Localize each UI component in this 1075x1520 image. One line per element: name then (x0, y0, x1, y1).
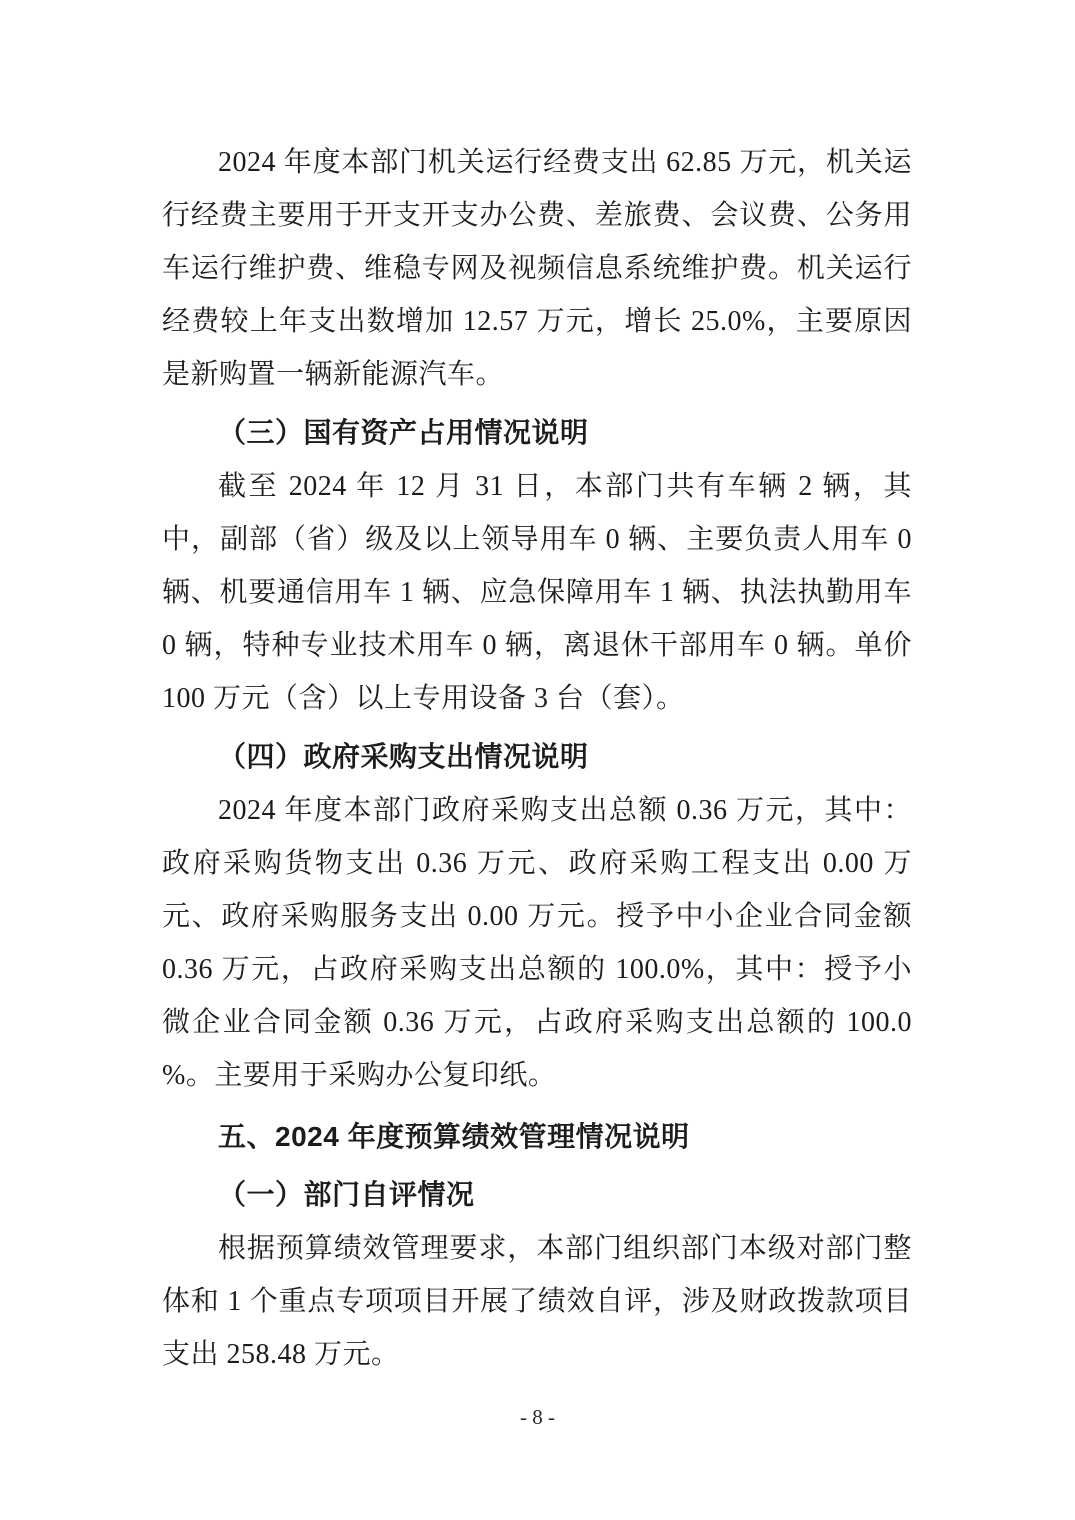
paragraph-self-evaluation-details: 根据预算绩效管理要求，本部门组织部门本级对部门整体和 1 个重点专项项目开展了绩效自评，涉及财政拨款项目支出 258.48 万元。 (162, 1233, 912, 1370)
heading-state-owned-assets: （三）国有资产占用情况说明 (218, 418, 589, 449)
section-heading-budget-performance: 五、2024 年度预算绩效管理情况说明 (218, 1121, 690, 1152)
page-number: - 8 - (520, 1405, 555, 1429)
document-body (162, 136, 912, 1381)
heading-department-self-evaluation: （一）部门自评情况 (218, 1180, 475, 1211)
heading-government-procurement: （四）政府采购支出情况说明 (218, 742, 589, 773)
paragraph-agency-operating-expenses: 2024 年度本部门机关运行经费支出 62.85 万元，机关运行经费主要用于开支开支办公费、差旅费、会议费、公务用车运行维护费、维稳专网及视频信息系统维护费。机关运行经费较上年支出数增加 12.57 万元，增长 25.0%，主要原因是新购置一辆新能源汽车。 (162, 147, 912, 390)
paragraph-procurement-details: 2024 年度本部门政府采购支出总额 0.36 万元，其中：政府采购货物支出 0.36 万元、政府采购工程支出 0.00 万元、政府采购服务支出 0.00 万元。授予中小企业合同金额 0.36 万元，占政府采购支出总额的 100.0%，其中：授予小微企业合同金额 0.36 万元，占政府采购支出总额的 100.0 %。主要用于采购办公复印纸。 (162, 795, 912, 1091)
paragraph-vehicles-and-equipment: 截至 2024 年 12 月 31 日，本部门共有车辆 2 辆，其中，副部（省）级及以上领导用车 0 辆、主要负责人用车 0 辆、机要通信用车 1 辆、应急保障用车 1 辆、执法执勤用车 0 辆，特种专业技术用车 0 辆，离退休干部用车 0 辆。单价 100 万元（含）以上专用设备 3 台（套）。 (162, 471, 912, 714)
